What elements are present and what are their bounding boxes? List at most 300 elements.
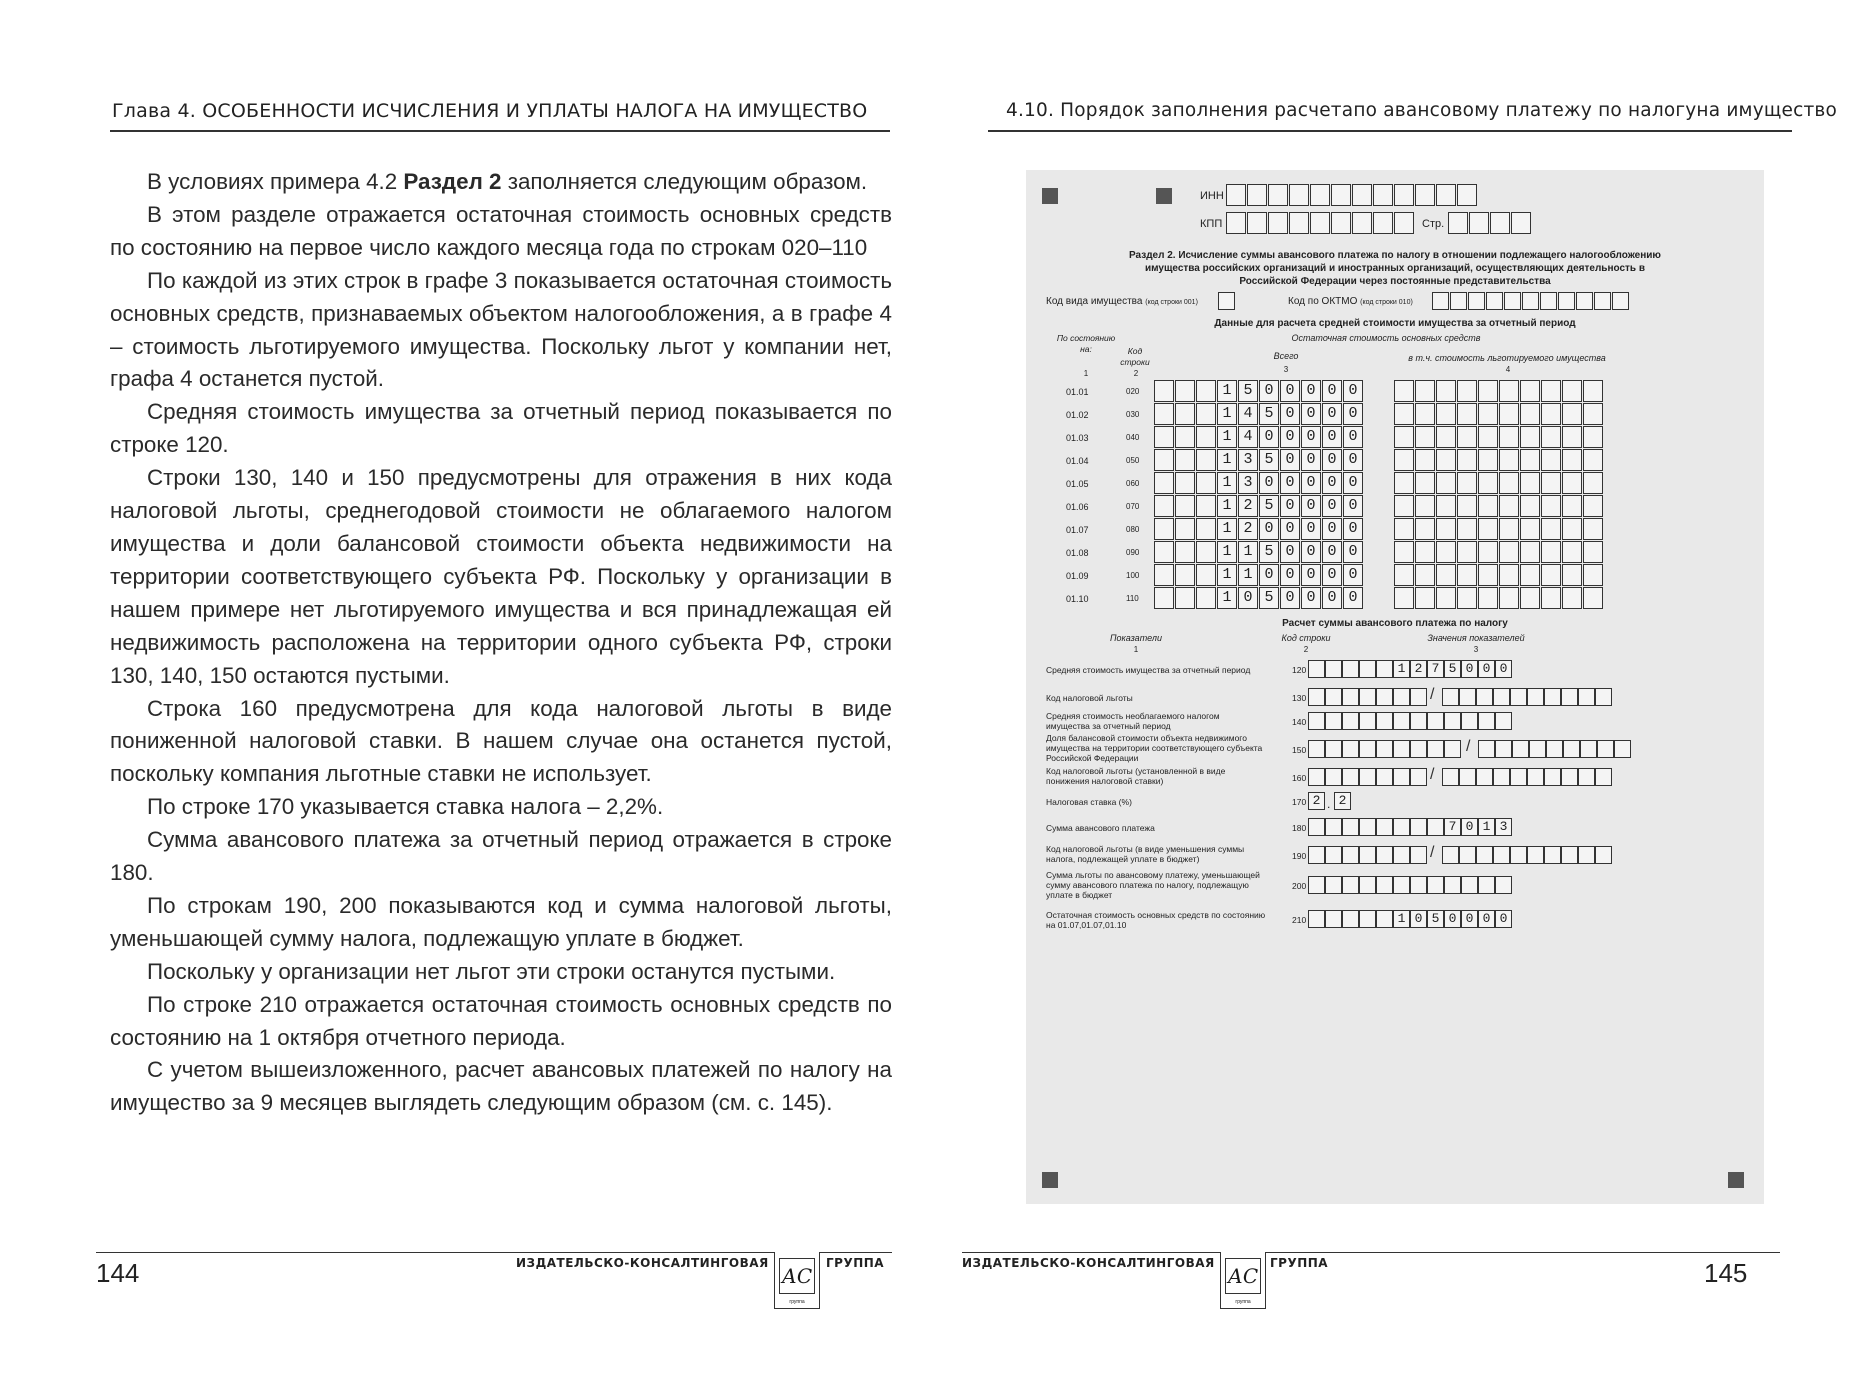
row-value-cells	[1154, 587, 1364, 609]
digit-cell: 0	[1280, 564, 1300, 586]
digit-cell	[1196, 426, 1216, 448]
row-exempt-cells	[1394, 518, 1604, 540]
digit-cell: 0	[1322, 564, 1342, 586]
digit-cell: 0	[1461, 818, 1478, 836]
digit-cell: 2	[1238, 518, 1258, 540]
digit-cell	[1196, 472, 1216, 494]
digit-cell	[1154, 380, 1174, 402]
empty-cell	[1495, 740, 1512, 758]
empty-cell	[1561, 768, 1578, 786]
empty-cell	[1520, 495, 1540, 517]
paragraph: По каждой из этих строк в графе 3 показывается остаточная стоимость основных средств, признаваемых объектом налогообложения, а в графе 4 – стоимость льготируемого имущества. Поскольку льгот у компании нет, графа 4 останется пустой.	[110, 267, 892, 392]
empty-cell	[1457, 495, 1477, 517]
empty-cell	[1544, 688, 1561, 706]
empty-cell	[1436, 403, 1456, 425]
empty-cell	[1436, 564, 1456, 586]
empty-cell	[1520, 564, 1540, 586]
digit-cell	[1325, 910, 1342, 928]
empty-cell	[1527, 846, 1544, 864]
property-code-cell	[1218, 292, 1235, 310]
empty-cell	[1499, 587, 1519, 609]
digit-cell: 0	[1461, 910, 1478, 928]
logo-caption: группа	[1235, 1299, 1251, 1305]
r150-cells-a	[1308, 740, 1461, 758]
empty-cell	[1394, 426, 1414, 448]
digit-cell: 0	[1343, 403, 1363, 425]
empty-cell	[1529, 740, 1546, 758]
digit-cell: 0	[1280, 472, 1300, 494]
empty-cell	[1476, 846, 1493, 864]
empty-cell	[1394, 380, 1414, 402]
digit-cell: 0	[1410, 910, 1427, 928]
r150-label: Доля балансовой стоимости объекта недвижимого имущества на территории соответствующего субъекта Российской Федерации	[1046, 733, 1263, 763]
empty-cell	[1436, 495, 1456, 517]
digit-cell: 1	[1217, 380, 1237, 402]
empty-cell	[1478, 564, 1498, 586]
paragraph: С учетом вышеизложенного, расчет авансовых платежей по налогу на имущество за 9 месяцев выглядеть следующим образом (см. с. 145).	[110, 1057, 892, 1116]
digit-cell	[1376, 910, 1393, 928]
calc-col-values: Значения показателей	[1427, 633, 1525, 643]
empty-cell	[1442, 688, 1459, 706]
row-value-cells	[1154, 518, 1364, 540]
row-exempt-cells	[1394, 426, 1604, 448]
digit-cell: 1	[1217, 541, 1237, 563]
digit-cell	[1359, 818, 1376, 836]
digit-cell	[1308, 910, 1325, 928]
digit-cell	[1154, 472, 1174, 494]
digit-cell: 0	[1343, 426, 1363, 448]
slash-separator: /	[1430, 686, 1435, 703]
empty-cell	[1436, 380, 1456, 402]
digit-cell: 2	[1238, 495, 1258, 517]
digit-cell	[1325, 660, 1342, 678]
digit-cell: 0	[1495, 910, 1512, 928]
calc-col-indicators: Показатели	[1110, 633, 1162, 643]
r130-label: Код налоговой льготы	[1046, 693, 1133, 703]
r130-cells-a	[1308, 688, 1427, 706]
empty-cell	[1442, 846, 1459, 864]
empty-cell	[1510, 846, 1527, 864]
publisher-group: ГРУППА	[826, 1256, 885, 1270]
empty-cell	[1478, 518, 1498, 540]
empty-cell	[1578, 688, 1595, 706]
empty-cell	[1541, 495, 1561, 517]
empty-cell	[1510, 768, 1527, 786]
empty-cell	[1562, 564, 1582, 586]
empty-cell	[1427, 876, 1444, 894]
row-exempt-cells	[1394, 472, 1604, 494]
empty-cell	[1308, 768, 1325, 786]
digit-cell: 1	[1217, 426, 1237, 448]
digit-cell	[1342, 660, 1359, 678]
table-row	[1026, 426, 1764, 448]
row-date: 01.01	[1066, 387, 1089, 397]
empty-cell	[1527, 768, 1544, 786]
empty-cell	[1415, 449, 1435, 471]
table-row	[1026, 403, 1764, 425]
logo-mark: АС	[779, 1258, 815, 1294]
empty-cell	[1325, 768, 1342, 786]
empty-cell	[1436, 472, 1456, 494]
digit-cell: 5	[1259, 587, 1279, 609]
digit-cell: 0	[1343, 518, 1363, 540]
digit-cell: 1	[1217, 587, 1237, 609]
digit-cell	[1393, 818, 1410, 836]
paragraph: В условиях примера 4.2 Раздел 2 заполняется следующим образом.	[147, 169, 868, 194]
empty-cell	[1415, 518, 1435, 540]
digit-cell: 0	[1301, 472, 1321, 494]
empty-cell	[1541, 518, 1561, 540]
empty-cell	[1520, 449, 1540, 471]
paragraph: Сумма авансового платежа за отчетный период отражается в строке 180.	[110, 827, 892, 886]
row-exempt-cells	[1394, 403, 1604, 425]
digit-cell: 0	[1301, 587, 1321, 609]
empty-cell	[1561, 846, 1578, 864]
publisher-logo	[774, 1252, 820, 1309]
empty-cell	[1457, 564, 1477, 586]
r190-label: Код налоговой льготы (в виде уменьшения суммы налога, подлежащей уплате в бюджет)	[1046, 844, 1245, 864]
table-row	[1026, 495, 1764, 517]
digit-cell: 3	[1495, 818, 1512, 836]
publisher-logo	[1220, 1252, 1266, 1309]
empty-cell	[1546, 740, 1563, 758]
r210-label: Остаточная стоимость основных средств по состоянию на 01.07,01.07,01.10	[1046, 910, 1266, 930]
empty-cell	[1442, 768, 1459, 786]
empty-cell	[1499, 495, 1519, 517]
digit-cell: 0	[1301, 403, 1321, 425]
empty-cell	[1541, 541, 1561, 563]
empty-cell	[1563, 740, 1580, 758]
digit-cell	[1175, 587, 1195, 609]
digit-cell	[1175, 518, 1195, 540]
digit-cell: 0	[1301, 495, 1321, 517]
digit-cell	[1175, 380, 1195, 402]
digit-cell: 1	[1393, 910, 1410, 928]
empty-cell	[1394, 449, 1414, 471]
row-value-cells	[1154, 426, 1364, 448]
empty-cell	[1541, 403, 1561, 425]
colnum: 3	[1283, 365, 1289, 374]
row-code: 070	[1126, 502, 1140, 511]
r140-code: 140	[1292, 717, 1307, 727]
running-head-right: 4.10. Порядок заполнения расчетапо авансовому платежу по налогуна имущество	[1006, 100, 1838, 121]
r190-cells-b	[1442, 846, 1612, 864]
digit-cell	[1154, 587, 1174, 609]
digit-cell	[1196, 564, 1216, 586]
empty-cell	[1561, 688, 1578, 706]
running-head-left: Глава 4. ОСОБЕННОСТИ ИСЧИСЛЕНИЯ И УПЛАТЫ НАЛОГА НА ИМУЩЕСТВО	[112, 100, 868, 122]
digit-cell: 0	[1322, 403, 1342, 425]
col-as-of: По состоянию на:	[1056, 333, 1116, 354]
digit-cell: 0	[1322, 495, 1342, 517]
digit-cell	[1196, 518, 1216, 540]
empty-cell	[1520, 518, 1540, 540]
digit-cell: 0	[1343, 541, 1363, 563]
r170-label: Налоговая ставка (%)	[1046, 797, 1132, 807]
digit-cell: 0	[1259, 518, 1279, 540]
page-cells	[1448, 212, 1532, 234]
empty-cell	[1457, 518, 1477, 540]
empty-cell	[1308, 846, 1325, 864]
empty-cell	[1562, 587, 1582, 609]
digit-cell: 0	[1301, 380, 1321, 402]
digit-cell: 0	[1280, 518, 1300, 540]
empty-cell	[1325, 846, 1342, 864]
empty-cell	[1342, 846, 1359, 864]
digit-cell	[1175, 472, 1195, 494]
row-code: 110	[1126, 594, 1139, 603]
empty-cell	[1376, 768, 1393, 786]
digit-cell	[1308, 660, 1325, 678]
empty-cell	[1427, 712, 1444, 730]
footer-rule	[962, 1252, 1780, 1253]
table-row	[1026, 587, 1764, 609]
empty-cell	[1562, 495, 1582, 517]
digit-cell: 0	[1343, 449, 1363, 471]
digit-cell	[1154, 426, 1174, 448]
row-exempt-cells	[1394, 587, 1604, 609]
row-value-cells	[1154, 564, 1364, 586]
paragraph: Строка 160 предусмотрена для кода налоговой льготы в виде пониженной налоговой ставки. В нашем случае она останется пустой, поскольку компания льготные ставки не использует.	[110, 695, 892, 787]
empty-cell	[1394, 541, 1414, 563]
empty-cell	[1457, 426, 1477, 448]
paragraph: Средняя стоимость имущества за отчетный период показывается по строке 120.	[110, 399, 892, 458]
kpp-cells	[1226, 212, 1415, 234]
digit-cell: 5	[1259, 541, 1279, 563]
inn-label: ИНН	[1200, 190, 1224, 202]
digit-cell: 5	[1259, 403, 1279, 425]
decimal-point: .	[1327, 797, 1331, 811]
digit-cell: 1	[1217, 518, 1237, 540]
inn-cells	[1226, 184, 1478, 206]
table-row	[1026, 449, 1764, 471]
empty-cell	[1436, 587, 1456, 609]
digit-cell: 0	[1301, 449, 1321, 471]
col-exempt: в т.ч. стоимость льготируемого имущества	[1408, 353, 1606, 363]
empty-cell	[1583, 449, 1603, 471]
empty-cell	[1499, 564, 1519, 586]
empty-cell	[1308, 712, 1325, 730]
digit-cell: 0	[1301, 426, 1321, 448]
publisher-name: ИЗДАТЕЛЬСКО-КОНСАЛТИНГОВАЯ	[516, 1256, 769, 1270]
empty-cell	[1493, 688, 1510, 706]
table-row	[1026, 472, 1764, 494]
property-code-label: Код вида имущества (код строки 001)	[1046, 296, 1198, 307]
empty-cell	[1493, 768, 1510, 786]
row-code: 040	[1126, 433, 1140, 442]
digit-cell: 0	[1343, 380, 1363, 402]
empty-cell	[1308, 876, 1325, 894]
slash-separator: /	[1430, 766, 1435, 783]
right-page	[926, 0, 1852, 1396]
digit-cell	[1196, 380, 1216, 402]
col-total: Всего	[1273, 351, 1299, 361]
r150-cells-b	[1478, 740, 1631, 758]
registration-mark	[1042, 1172, 1058, 1188]
row-date: 01.07	[1066, 525, 1089, 535]
empty-cell	[1541, 380, 1561, 402]
empty-cell	[1427, 740, 1444, 758]
digit-cell: 0	[1280, 587, 1300, 609]
empty-cell	[1476, 688, 1493, 706]
digit-cell	[1154, 564, 1174, 586]
paragraph: По строке 170 указывается ставка налога – 2,2%.	[147, 794, 664, 820]
digit-cell: 1	[1217, 472, 1237, 494]
oktmo-cells	[1432, 292, 1630, 310]
digit-cell	[1175, 495, 1195, 517]
digit-cell	[1154, 449, 1174, 471]
digit-cell: 4	[1238, 403, 1258, 425]
digit-cell	[1196, 449, 1216, 471]
header-rule	[988, 130, 1792, 132]
digit-cell	[1410, 818, 1427, 836]
digit-cell: 0	[1259, 472, 1279, 494]
empty-cell	[1415, 472, 1435, 494]
data-section-title: Данные для расчета средней стоимости имущества за отчетный период	[1214, 318, 1576, 329]
empty-cell	[1499, 518, 1519, 540]
empty-cell	[1478, 541, 1498, 563]
empty-cell	[1461, 712, 1478, 730]
page-number: 145	[1704, 1258, 1748, 1288]
row-date: 01.03	[1066, 433, 1089, 443]
empty-cell	[1325, 712, 1342, 730]
empty-cell	[1520, 541, 1540, 563]
empty-cell	[1478, 876, 1495, 894]
r180-label: Сумма авансового платежа	[1046, 823, 1155, 833]
paragraph: В этом разделе отражается остаточная стоимость основных средств по состоянию на первое число каждого месяца года по строкам 020–110	[110, 201, 892, 260]
digit-cell	[1376, 818, 1393, 836]
digit-cell: 0	[1461, 660, 1478, 678]
section-title-line3: Российской Федерации через постоянные представительства	[1239, 276, 1551, 287]
empty-cell	[1562, 449, 1582, 471]
calc-colnum: 1	[1133, 645, 1139, 654]
digit-cell	[1342, 910, 1359, 928]
empty-cell	[1595, 688, 1612, 706]
empty-cell	[1325, 688, 1342, 706]
empty-cell	[1578, 768, 1595, 786]
empty-cell	[1394, 587, 1414, 609]
col-code: Код строки	[1120, 346, 1150, 367]
digit-cell: 0	[1280, 449, 1300, 471]
empty-cell	[1541, 449, 1561, 471]
empty-cell	[1410, 688, 1427, 706]
digit-cell: 0	[1322, 587, 1342, 609]
empty-cell	[1376, 876, 1393, 894]
digit-cell: 3	[1238, 449, 1258, 471]
empty-cell	[1520, 426, 1540, 448]
empty-cell	[1359, 688, 1376, 706]
empty-cell	[1410, 846, 1427, 864]
paragraph: По строкам 190, 200 показываются код и сумма налоговой льготы, уменьшающей сумму налога, подлежащую уплате в бюджет.	[110, 892, 892, 951]
digit-cell	[1175, 564, 1195, 586]
digit-cell: 0	[1259, 380, 1279, 402]
digit-cell: 0	[1343, 564, 1363, 586]
empty-cell	[1583, 587, 1603, 609]
empty-cell	[1436, 541, 1456, 563]
empty-cell	[1342, 876, 1359, 894]
digit-cell: 0	[1259, 426, 1279, 448]
r180-code: 180	[1292, 823, 1307, 833]
empty-cell	[1457, 403, 1477, 425]
empty-cell	[1614, 740, 1631, 758]
r200-label: Сумма льготы по авансовому платежу, уменьшающей сумму авансового платежа по налогу, подлежащую уплате в бюджет	[1046, 870, 1260, 900]
empty-cell	[1478, 712, 1495, 730]
paragraph: Строки 130, 140 и 150 предусмотрены для отражения в них кода налоговой льготы, среднегодовой стоимости не облагаемого налогом имущества и доли балансовой стоимости объекта недвижимости на территории соответствующего субъекта РФ. Поскольку у организации в нашем примере нет льготируемого имущества и вся принадлежащая ей недвижимость расположена на территории одного субъекта РФ, строки 130, 140, 150 остаются пустыми.	[110, 465, 892, 688]
row-code: 090	[1126, 548, 1140, 557]
table-row	[1026, 380, 1764, 402]
row-value-cells	[1154, 403, 1364, 425]
footer-rule	[96, 1252, 892, 1253]
empty-cell	[1495, 712, 1512, 730]
r190-cells-a	[1308, 846, 1427, 864]
empty-cell	[1595, 768, 1612, 786]
digit-cell: 0	[1343, 495, 1363, 517]
digit-cell: 5	[1427, 910, 1444, 928]
empty-cell	[1415, 587, 1435, 609]
tax-form	[1026, 170, 1764, 1204]
empty-cell	[1512, 740, 1529, 758]
table-row	[1026, 541, 1764, 563]
empty-cell	[1394, 518, 1414, 540]
digit-cell: 0	[1322, 449, 1342, 471]
digit-cell	[1196, 541, 1216, 563]
empty-cell	[1410, 712, 1427, 730]
empty-cell	[1410, 740, 1427, 758]
digit-cell: 0	[1444, 910, 1461, 928]
digit-cell: 1	[1217, 564, 1237, 586]
empty-cell	[1393, 688, 1410, 706]
logo-mark: АС	[1225, 1258, 1261, 1294]
empty-cell	[1499, 403, 1519, 425]
empty-cell	[1562, 518, 1582, 540]
r130-cells-b	[1442, 688, 1612, 706]
empty-cell	[1394, 564, 1414, 586]
empty-cell	[1359, 740, 1376, 758]
empty-cell	[1436, 426, 1456, 448]
digit-cell: 0	[1322, 426, 1342, 448]
empty-cell	[1415, 541, 1435, 563]
row-date: 01.10	[1066, 594, 1089, 604]
empty-cell	[1499, 472, 1519, 494]
row-exempt-cells	[1394, 541, 1604, 563]
publisher-group: ГРУППА	[1270, 1256, 1329, 1270]
empty-cell	[1461, 876, 1478, 894]
empty-cell	[1457, 541, 1477, 563]
empty-cell	[1457, 380, 1477, 402]
empty-cell	[1478, 403, 1498, 425]
empty-cell	[1476, 768, 1493, 786]
digit-cell: 0	[1301, 564, 1321, 586]
digit-cell: 0	[1280, 426, 1300, 448]
digit-cell	[1175, 541, 1195, 563]
r210-cells	[1308, 910, 1512, 928]
kpp-label: КПП	[1200, 218, 1223, 230]
digit-cell: 3	[1238, 472, 1258, 494]
digit-cell: 0	[1238, 587, 1258, 609]
paragraph: Поскольку у организации нет льгот эти строки останутся пустыми.	[147, 958, 836, 984]
row-code: 050	[1126, 456, 1140, 465]
empty-cell	[1394, 403, 1414, 425]
digit-cell: 1	[1238, 564, 1258, 586]
digit-cell	[1308, 818, 1325, 836]
empty-cell	[1520, 403, 1540, 425]
registration-mark	[1042, 188, 1058, 204]
r170-code: 170	[1292, 797, 1307, 807]
digit-cell: 0	[1495, 660, 1512, 678]
empty-cell	[1495, 876, 1512, 894]
empty-cell	[1499, 449, 1519, 471]
empty-cell	[1415, 426, 1435, 448]
